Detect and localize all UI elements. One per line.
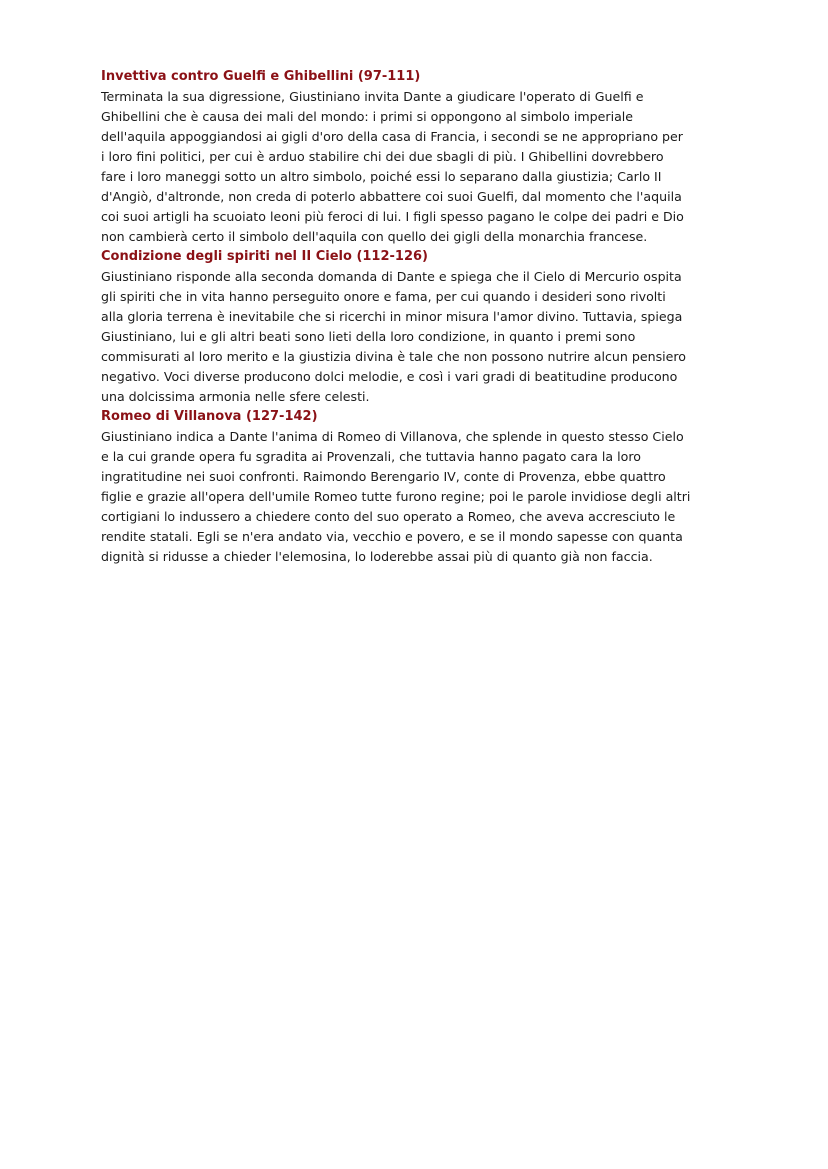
section-condizione-spiriti (101, 247, 741, 407)
section-heading: Condizione degli spiriti nel II Cielo (112-126) (101, 249, 428, 264)
section-body (101, 267, 741, 407)
body-line: Giustiniano risponde alla seconda domanda di Dante e spiega che il Cielo di Mercurio ospita (101, 269, 682, 284)
body-line: dignità si ridusse a chieder l'elemosina, lo loderebbe assai più di quanto già non faccia. (101, 549, 653, 564)
body-line: commisurati al loro merito e la giustizia divina è tale che non possono nutrire alcun pensiero (101, 349, 687, 364)
body-line: negativo. Voci diverse producono dolci melodie, e così i vari gradi di beatitudine producono (101, 369, 678, 384)
body-line: Ghibellini che è causa dei mali del mondo: i primi si oppongono al simbolo imperiale (101, 109, 634, 124)
body-line: dell'aquila appoggiandosi ai gigli d'oro della casa di Francia, i secondi se ne appropriano per (101, 129, 683, 144)
body-line: Giustiniano indica a Dante l'anima di Romeo di Villanova, che splende in questo stesso Cielo (101, 429, 684, 444)
body-line: e la cui grande opera fu sgradita ai Provenzali, che tuttavia hanno pagato cara la loro (101, 449, 641, 464)
body-line: i loro fini politici, per cui è arduo stabilire chi dei due sbagli di più. I Ghibellini dovrebbero (101, 149, 664, 164)
body-line: Giustiniano, lui e gli altri beati sono lieti della loro condizione, in quanto i premi sono (101, 329, 636, 344)
section-body (101, 427, 741, 567)
section-heading: Romeo di Villanova (127-142) (101, 409, 318, 424)
section-body (101, 87, 741, 247)
section-invettiva (101, 67, 741, 247)
document-page (101, 67, 741, 567)
body-line: alla gloria terrena è inevitabile che si ricerchi in minor misura l'amor divino. Tuttavia, spiega (101, 309, 683, 324)
body-line: fare i loro maneggi sotto un altro simbolo, poiché essi lo separano dalla giustizia; Carlo II (101, 169, 662, 184)
body-line: una dolcissima armonia nelle sfere celesti. (101, 389, 370, 404)
section-romeo-villanova (101, 407, 741, 567)
body-line: Terminata la sua digressione, Giustiniano invita Dante a giudicare l'operato di Guelfi e (101, 89, 644, 104)
body-line: cortigiani lo indussero a chiedere conto del suo operato a Romeo, che aveva accresciuto le (101, 509, 676, 524)
body-line: non cambierà certo il simbolo dell'aquila con quello dei gigli della monarchia francese. (101, 229, 648, 244)
body-line: coi suoi artigli ha scuoiato leoni più feroci di lui. I figli spesso pagano le colpe dei padri e Dio (101, 209, 684, 224)
body-line: d'Angiò, d'altronde, non creda di poterlo abbattere coi suoi Guelfi, dal momento che l'aquila (101, 189, 682, 204)
body-line: gli spiriti che in vita hanno perseguito onore e fama, per cui quando i desideri sono rivolti (101, 289, 666, 304)
body-line: figlie e grazie all'opera dell'umile Romeo tutte furono regine; poi le parole invidiose degli altri (101, 489, 691, 504)
body-line: ingratitudine nei suoi confronti. Raimondo Berengario IV, conte di Provenza, ebbe quattro (101, 469, 666, 484)
body-line: rendite statali. Egli se n'era andato via, vecchio e povero, e se il mondo sapesse con quanta (101, 529, 683, 544)
section-heading: Invettiva contro Guelfi e Ghibellini (97-111) (101, 69, 421, 84)
